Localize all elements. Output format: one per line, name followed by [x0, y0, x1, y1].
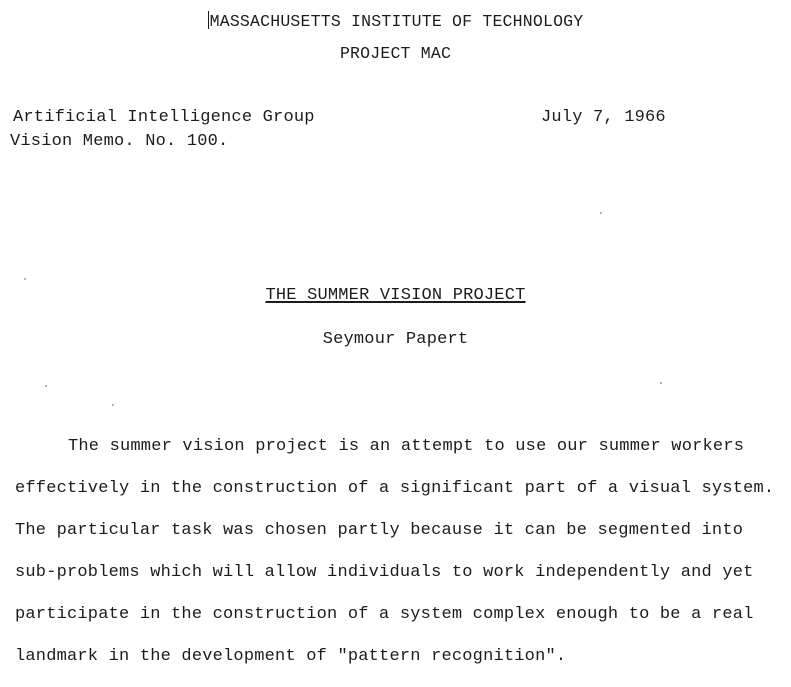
text-cursor [208, 11, 209, 29]
document-title: THE SUMMER VISION PROJECT [265, 286, 526, 305]
paper-speck [600, 212, 602, 214]
paper-speck [45, 385, 47, 387]
author-name: Seymour Papert [322, 330, 469, 349]
project-heading: PROJECT MAC [339, 44, 452, 63]
institution-heading: MASSACHUSETTS INSTITUTE OF TECHNOLOGY [209, 12, 584, 31]
body-line-5: participate in the construction of a system complex enough to be a real [15, 605, 754, 624]
memo-date: July 7, 1966 [541, 108, 666, 127]
paper-speck [660, 382, 662, 384]
body-line-4: sub-problems which will allow individuals to work independently and yet [15, 563, 754, 582]
paper-speck [112, 404, 114, 406]
group-name: Artificial Intelligence Group [13, 108, 315, 127]
paper-speck [24, 278, 26, 280]
memo-number: Vision Memo. No. 100. [10, 132, 229, 151]
body-line-3: The particular task was chosen partly because it can be segmented into [15, 521, 744, 540]
body-line-2: effectively in the construction of a significant part of a visual system. [15, 479, 775, 498]
body-line-6: landmark in the development of "pattern recognition". [15, 647, 567, 666]
body-line-1: The summer vision project is an attempt to use our summer workers [68, 437, 745, 456]
